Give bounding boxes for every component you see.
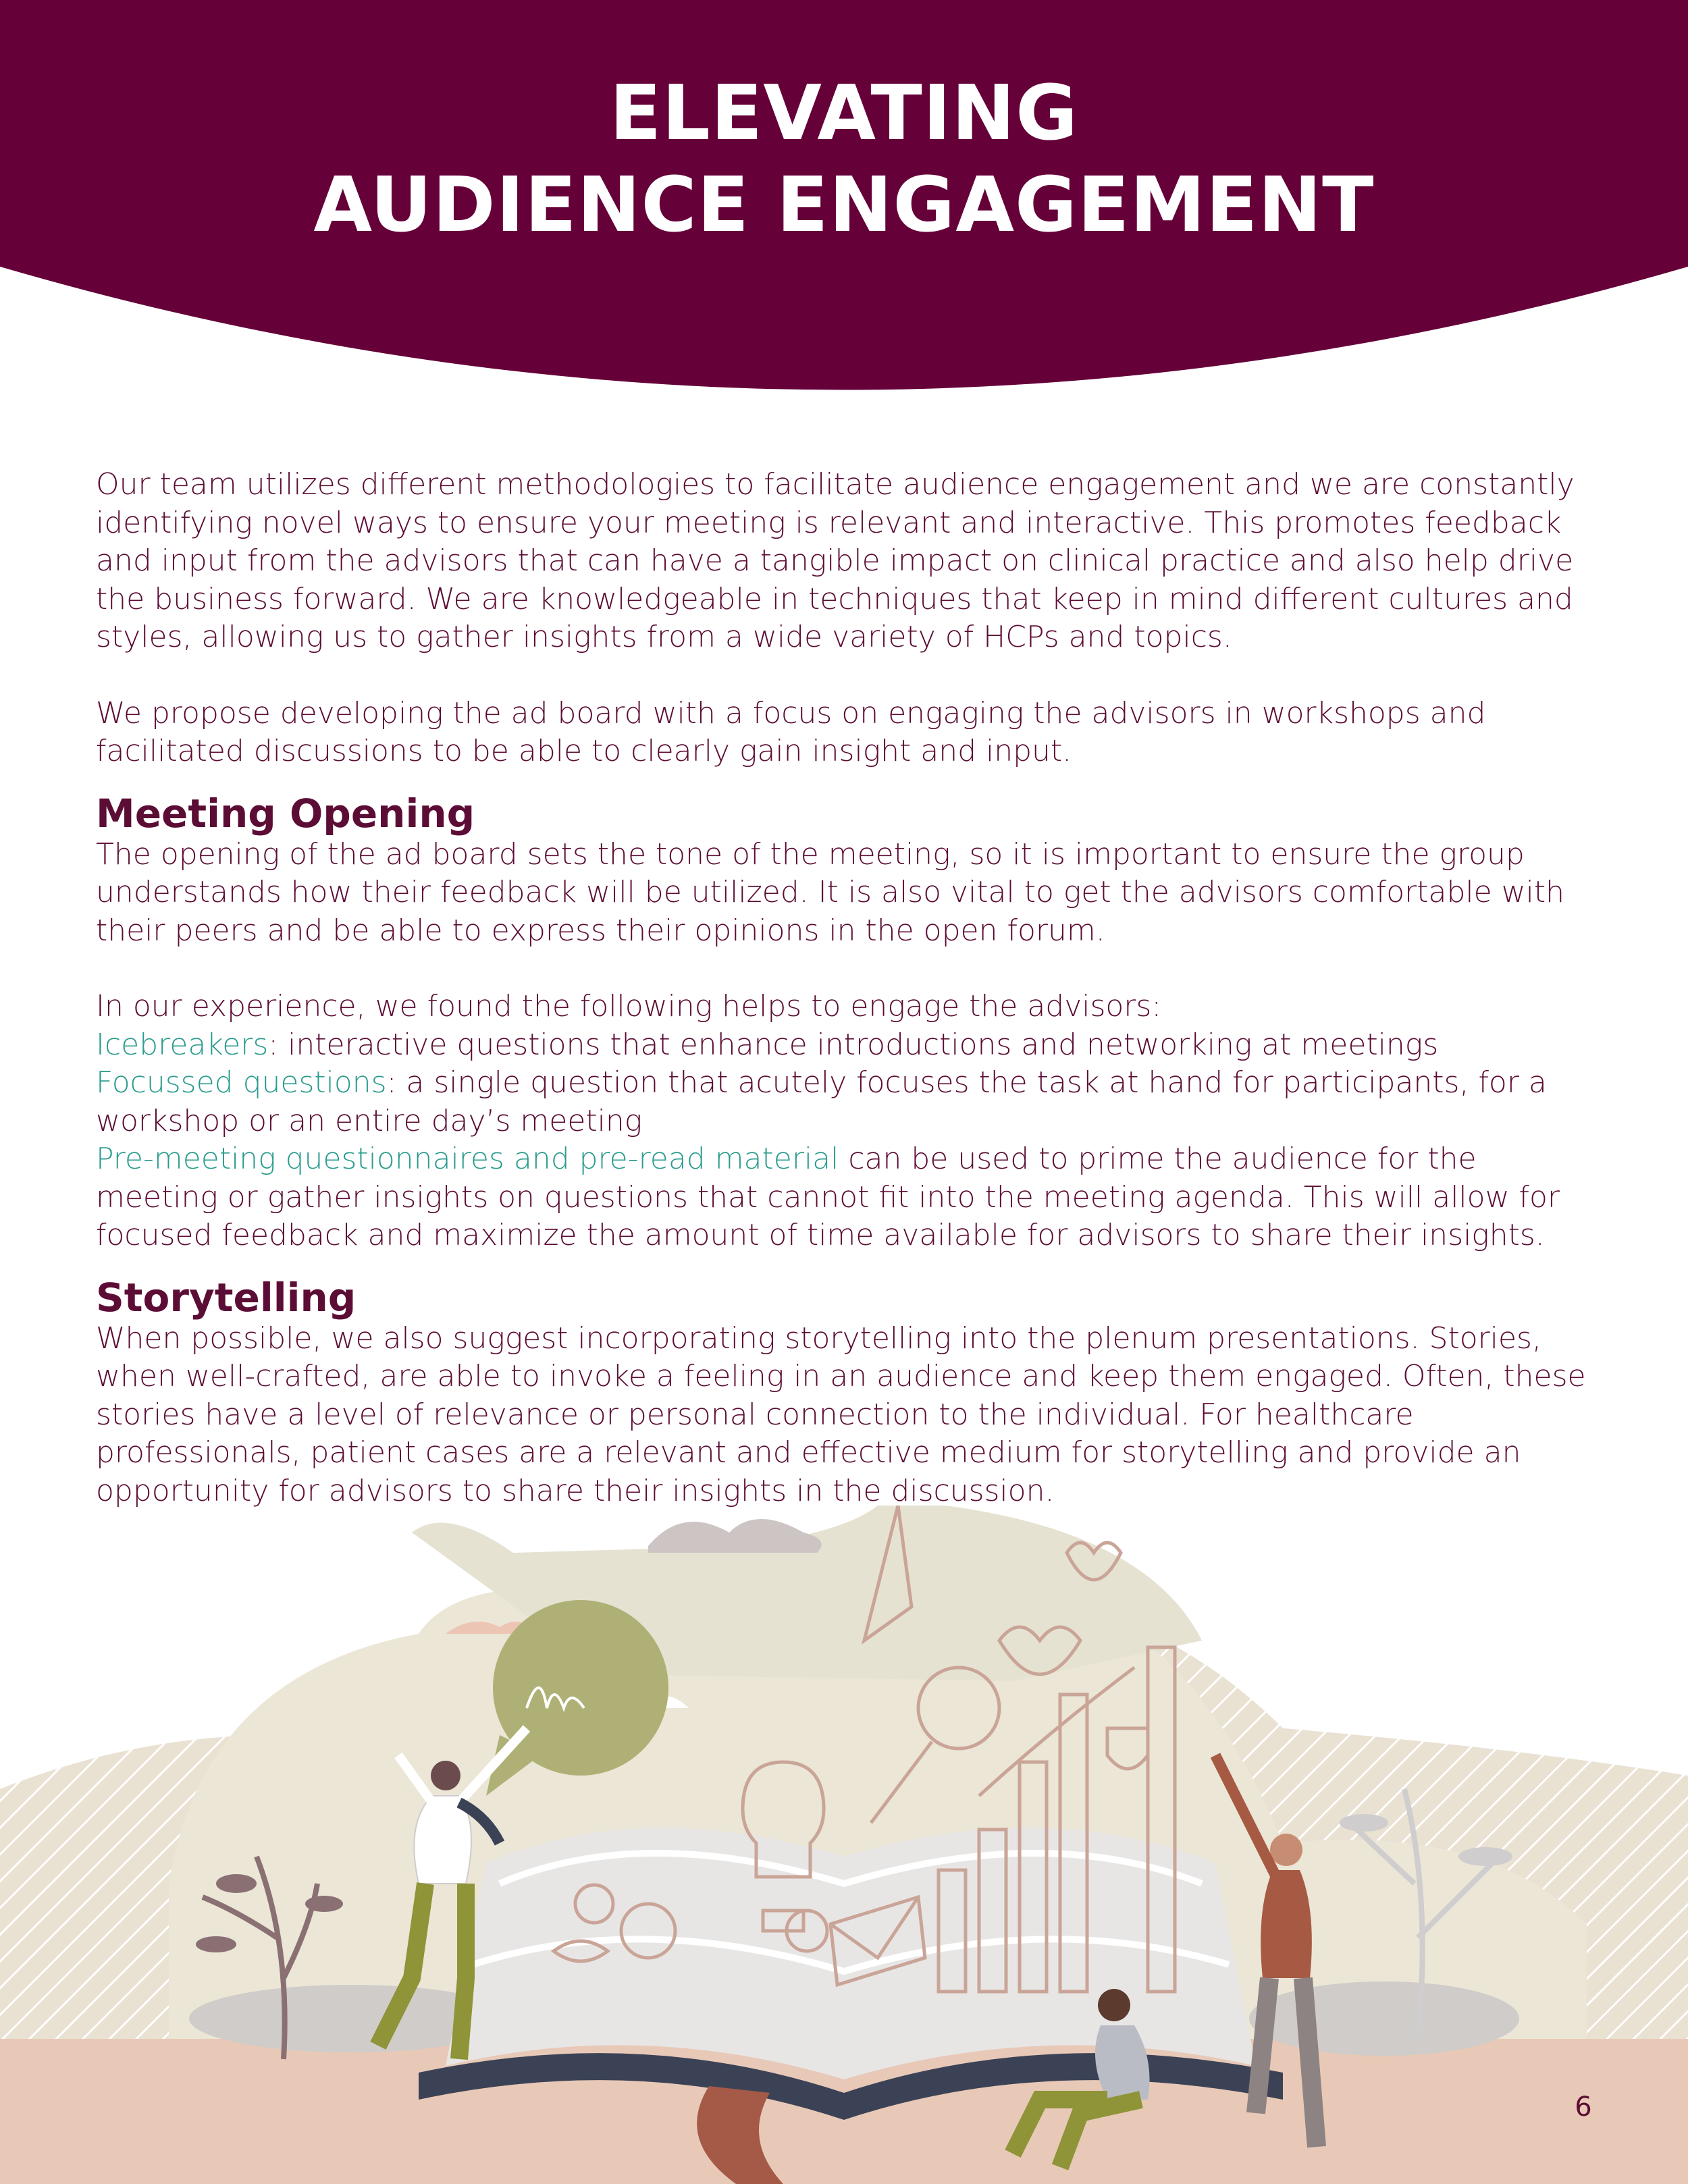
- intro-paragraph-1: Our team utilizes different methodologies to facilitate audience engagement and we are constantly identifying novel ways to ensure your meeting is relevant and interactive. This promotes feedback and input from the advisors that can have a tangible impact on clinical practice and also help drive the business forward. We are knowledgeable in techniques that keep in mind different cultures and styles, allowing us to gather insights from a wide variety of HCPs and topics.: [96, 467, 1575, 654]
- intro-paragraph-2: We propose developing the ad board with a focus on engaging the advisors in workshops and facilitated discussions to be able to clearly gain insight and input.: [96, 695, 1486, 768]
- term-focussed-questions: Focussed questions: [96, 1065, 387, 1100]
- section-title-meeting-opening: Meeting Opening: [96, 790, 475, 836]
- page-title: [0, 68, 1688, 251]
- title-line-2: AUDIENCE ENGAGEMENT: [313, 161, 1375, 249]
- book-illustration: [0, 1506, 1688, 2184]
- storytelling-paragraph: When possible, we also suggest incorporating storytelling into the plenum presentations. Stories, when well-crafted, are able to invoke a feeling in an audience and keep them engaged. Often, these stories have a level of relevance or personal connection to the individual. For healthcare professionals, patient cases are a relevant and effective medium for storytelling and provide an opportunity for advisors to share their insights in the discussion.: [96, 1321, 1586, 1508]
- list-item-pre-meeting: [96, 1140, 1595, 1255]
- meeting-opening-paragraph: The opening of the ad board sets the tone of the meeting, so it is important to ensure the group understands how their feedback will be utilized. It is also vital to get the advisors comfortable with their peers and be able to express their opinions in the open forum.: [96, 836, 1565, 948]
- page-number: 6: [1575, 2092, 1592, 2123]
- main-content: [96, 466, 1595, 1510]
- desc-focussed-questions: : a single question that acutely focuses the task at hand for participants, for a workshop or an entire day’s meeting: [96, 1065, 1547, 1138]
- meeting-opening-lead: In our experience, we found the following helps to engage the advisors:: [96, 989, 1162, 1023]
- desc-icebreakers: : interactive questions that enhance introductions and networking at meetings: [268, 1027, 1439, 1062]
- term-icebreakers: Icebreakers: [96, 1027, 269, 1062]
- list-item-focussed-questions: [96, 1064, 1595, 1140]
- section-title-storytelling: Storytelling: [96, 1274, 357, 1321]
- list-item-icebreakers: [96, 1026, 1595, 1065]
- title-line-1: ELEVATING: [609, 70, 1079, 157]
- term-pre-meeting: Pre-meeting questionnaires and pre-read material: [96, 1142, 839, 1176]
- desc-pre-meeting: can be used to prime the audience for the meeting or gather insights on questions that cannot fit into the meeting agenda. This will allow for focused feedback and maximize the amount of time available for advisors to share their insights.: [96, 1142, 1560, 1252]
